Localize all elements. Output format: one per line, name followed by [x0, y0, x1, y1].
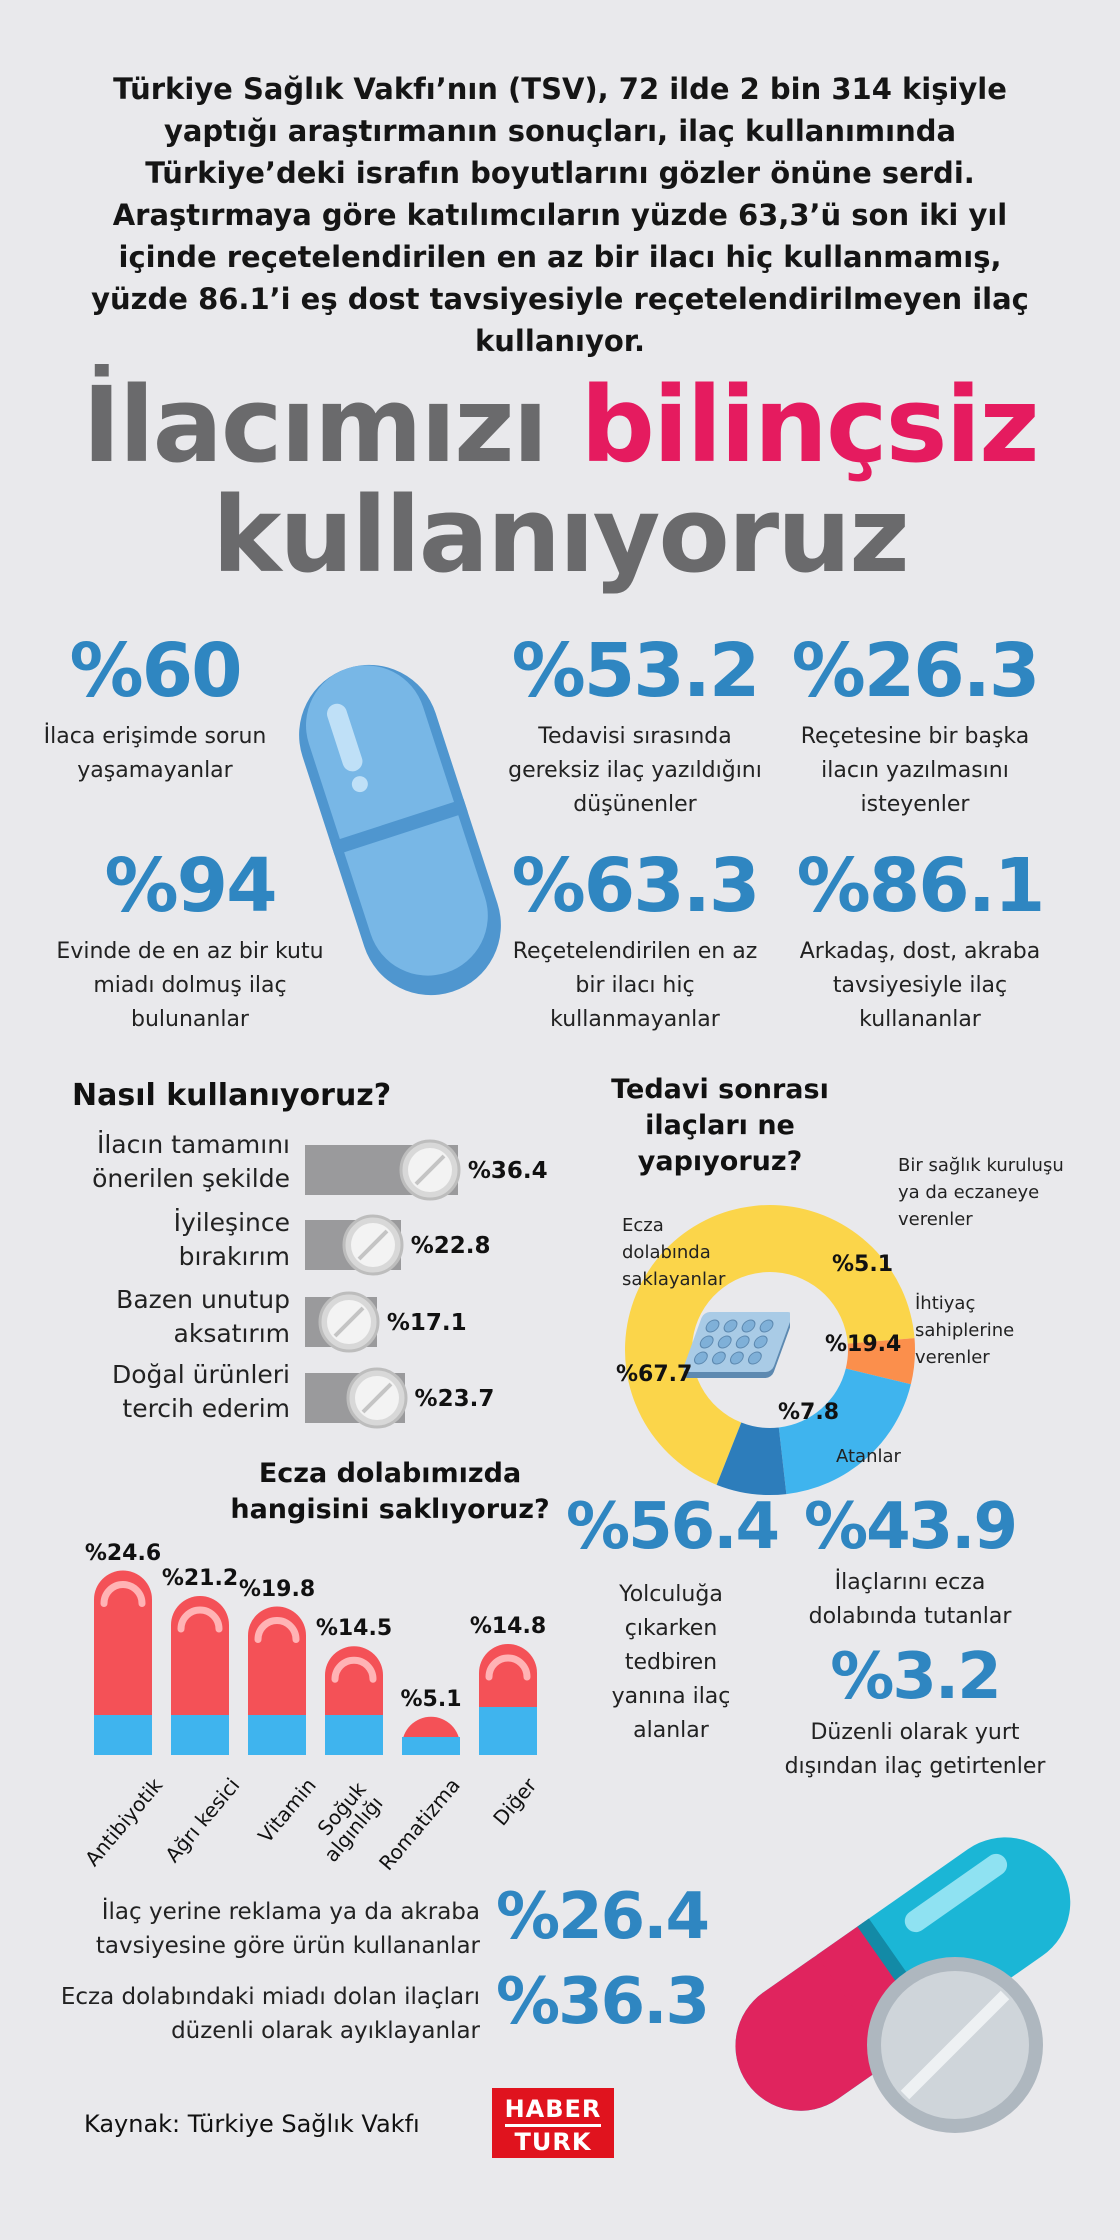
cabinet-bar-2: [248, 1607, 306, 1756]
cabinet-bar-3: [325, 1646, 383, 1755]
usage-cat-3: Doğal ürünleri tercih ederim: [112, 1360, 290, 1423]
usage-value-2: %17.1: [386, 1310, 467, 1336]
stat-5-caption: Reçetelendirilen en az bir ilacı hiç kullanmayanlar: [512, 939, 758, 1032]
cabinet-chart-title: Ecza dolabımızda hangisini saklıyoruz?: [230, 1458, 550, 1525]
donut-cat-1: Bir sağlık kuruluşu ya da eczaneye verenler: [898, 1155, 1064, 1230]
cabinet-cat-5: Diğer: [487, 1773, 542, 1831]
stat-6-caption: Arkadaş, dost, akraba tavsiyesiyle ilaç kullananlar: [799, 939, 1041, 1032]
pair-2-label: Ecza dolabındaki miadı dolan ilaçları düzenli olarak ayıklayanlar: [60, 1984, 480, 2044]
stat-4: [40, 845, 340, 1037]
cabinet-bar-5: [479, 1644, 537, 1755]
stat-1-caption: İlaca erişimde sorun yaşamayanlar: [43, 724, 267, 783]
side-stat-1-caption: Yolculuğa çıkarken tedbiren yanına ilaç alanlar: [611, 1582, 731, 1743]
headline: [0, 364, 1120, 596]
headline-part1: İlacımızı: [82, 364, 581, 486]
donut-value-3: %7.8: [778, 1400, 840, 1425]
source-text: Kaynak: Türkiye Sağlık Vakfı: [84, 2110, 420, 2138]
stat-1-value: %60: [69, 628, 241, 714]
logo-bottom: TURK: [514, 2128, 592, 2156]
donut-value-0: %67.7: [616, 1362, 693, 1387]
side-stat-2-caption: İlaçlarını ecza dolabında tutanlar: [808, 1570, 1012, 1629]
usage-value-3: %23.7: [414, 1386, 495, 1412]
donut-cat-3: Atanlar: [836, 1446, 901, 1467]
cabinet-bar-1: [171, 1596, 229, 1755]
pill-icon: [317, 1290, 381, 1354]
donut-value-1: %5.1: [832, 1252, 894, 1277]
side-stat-3: [780, 1642, 1050, 1784]
stat-6: [780, 845, 1060, 1037]
cabinet-value-1: %21.2: [161, 1566, 239, 1591]
pill-icon: [398, 1138, 462, 1202]
stat-2-caption: Tedavisi sırasında gereksiz ilaç yazıldığını düşünenler: [508, 724, 762, 817]
side-stat-3-caption: Düzenli olarak yurt dışından ilaç getirtenler: [784, 1720, 1046, 1779]
stat-3-caption: Reçetesine bir başka ilacın yazılmasını isteyenler: [800, 724, 1030, 817]
logo-top: HABER: [504, 2095, 602, 2123]
stat-4-value: %94: [104, 843, 276, 929]
usage-cat-0: İlacın tamamını önerilen şekilde: [92, 1130, 290, 1193]
haberturk-logo: [492, 2088, 614, 2158]
donut-chart-title: Tedavi sonrası ilaçları ne yapıyoruz?: [611, 1074, 829, 1177]
donut-slice-2: [779, 1368, 911, 1494]
cabinet-value-0: %24.6: [84, 1540, 162, 1566]
stat-4-caption: Evinde de en az bir kutu miadı dolmuş ilaç bulunanlar: [56, 939, 324, 1032]
stat-5: [500, 845, 770, 1037]
side-stat-1: [566, 1490, 779, 1748]
pair-1-label: İlaç yerine reklama ya da akraba tavsiyesine göre ürün kullananlar: [95, 1899, 480, 1959]
usage-cat-1: İyileşince bırakırım: [173, 1208, 290, 1271]
side-stat-2-value: %43.9: [803, 1490, 1017, 1564]
usage-value-0: %36.4: [467, 1158, 548, 1184]
cabinet-bar-4: [402, 1717, 460, 1755]
pair-1-value: %26.4: [496, 1880, 709, 1954]
headline-highlight: bilinçsiz: [580, 364, 1038, 486]
usage-value-1: %22.8: [410, 1233, 491, 1259]
pair-2-value: %36.3: [496, 1965, 709, 2039]
stat-3: [780, 630, 1050, 822]
cabinet-cat-1: Ağrı kesici: [160, 1773, 245, 1868]
intro-text: Türkiye Sağlık Vakfı’nın (TSV), 72 ilde 2 bin 314 kişiyle yaptığı araştırmanın sonuçları, ilaç kullanımında Türkiye’deki israfın boyutlarını gözler önüne serdi. Araştırmaya göre katılımcıların yüzde 63,3’ü son iki yıl içinde reçetelendirilen en az bir ilacı hiç kullanmamış, yüzde 86.1’i eş dost tavsiyesiyle reçetelendirilmeyen ilaç kullanıyor.: [91, 72, 1029, 358]
donut-cat-2: İhtiyaç sahiplerine verenler: [915, 1293, 1015, 1368]
donut-value-2: %19.4: [825, 1332, 902, 1357]
cabinet-cat-2: Vitamin: [253, 1773, 322, 1848]
pill-icon: [345, 1366, 409, 1430]
stat-1: [40, 630, 270, 788]
stat-5-value: %63.3: [511, 843, 759, 929]
cabinet-value-5: %14.8: [469, 1614, 547, 1639]
stat-3-value: %26.3: [791, 628, 1039, 714]
pill-icon: [341, 1213, 405, 1277]
side-stat-3-value: %3.2: [830, 1640, 1000, 1714]
usage-chart-title: Nasıl kullanıyoruz?: [72, 1078, 392, 1113]
pills-illustration: [690, 1790, 1110, 2150]
cabinet-value-4: %5.1: [400, 1686, 462, 1712]
stat-2: [500, 630, 770, 822]
stat-2-value: %53.2: [511, 628, 759, 714]
usage-cat-2: Bazen unutup aksatırım: [116, 1285, 290, 1348]
headline-line2: kullanıyoruz: [212, 474, 908, 596]
cabinet-cat-4: Romatizma: [374, 1773, 466, 1875]
stat-6-value: %86.1: [796, 843, 1044, 929]
cabinet-cat-0: Antibiyotik: [79, 1773, 168, 1871]
cabinet-bar-0: [94, 1571, 152, 1755]
cabinet-value-2: %19.8: [238, 1576, 316, 1602]
cabinet-cat-3: Soğuk algınlığı: [312, 1777, 388, 1867]
side-stat-1-value: %56.4: [566, 1490, 779, 1564]
cabinet-value-3: %14.5: [315, 1616, 393, 1642]
donut-cat-0: Ecza dolabında saklayanlar: [622, 1215, 726, 1290]
side-stat-2: [790, 1492, 1030, 1634]
